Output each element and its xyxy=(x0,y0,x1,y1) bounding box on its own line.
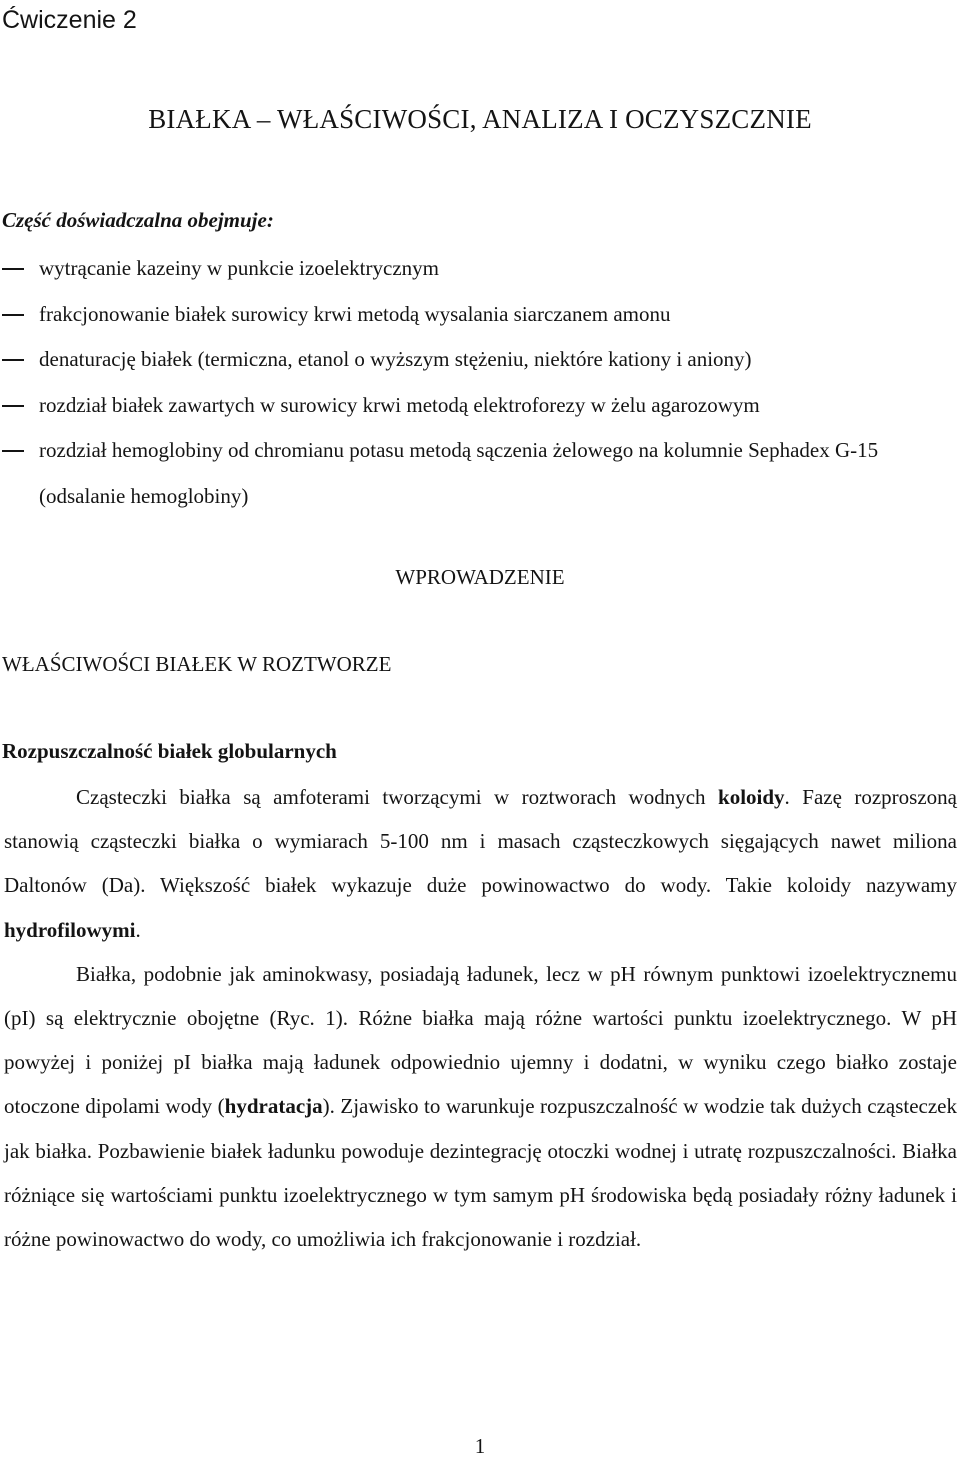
list-item xyxy=(0,246,957,292)
paragraph-1 xyxy=(4,775,957,952)
introduction-heading: WPROWADZENIE xyxy=(395,565,565,589)
dash-bullet-icon xyxy=(2,268,24,270)
dash-bullet-icon xyxy=(2,450,24,452)
paragraph-text: ). Zjawisko to warunkuje rozpuszczalność w wodzie tak dużych cząsteczek jak białka. Pozbawienie białek ładunku powoduje dezintegrację otoczki wodnej i utratę rozpuszczalności. Białka różniące się wartościami punktu izoelektrycznego w tym samym pH środowiska będą posiadały różny ładunek i różne powinowactwo do wody, co umożliwia ich frakcjonowanie i rozdział. xyxy=(4,1094,957,1252)
paragraph-text: Cząsteczki białka są amfoterami tworzącymi w roztworach wodnych xyxy=(76,785,719,809)
term-hydratacja: hydratacja xyxy=(224,1094,323,1119)
paragraph-text: Białka, podobnie jak aminokwasy, posiadają ładunek, lecz w pH równym punktowi izoelektrycznemu (pI) są elektrycznie obojętne (Ryc. 1). Różne białka mają różne wartości punktu izoelektrycznego. W pH powyżej i poniżej pI białka mają ładunek odpowiednio ujemny i dodatni, w wyniku czego białko zostaje otoczone dipolami wody ( xyxy=(4,961,957,1119)
paragraph-2 xyxy=(4,952,957,1261)
subsection-title: Rozpuszczalność białek globularnych xyxy=(2,739,337,763)
list-item xyxy=(0,337,957,383)
list-item-text: frakcjonowanie białek surowicy krwi metodą wysalania siarczanem amonu xyxy=(39,301,671,326)
paragraph-text: . xyxy=(135,917,141,942)
term-koloidy: koloidy xyxy=(718,785,785,809)
body-text xyxy=(4,775,957,1261)
list-item xyxy=(0,292,957,338)
paragraph-text: . Fazę rozproszoną stanowią cząsteczki białka o wymiarach 5-100 nm i masach cząsteczkowych sięgających nawet miliona Daltonów (Da). Większość białek wykazuje duże powinowactwo do wody. Takie koloidy nazywamy xyxy=(4,785,957,898)
exercise-label: Ćwiczenie 2 xyxy=(2,6,137,34)
main-title: BIAŁKA – WŁAŚCIWOŚCI, ANALIZA I OCZYSZCZNIE xyxy=(148,104,812,134)
list-item-text: denaturację białek (termiczna, etanol o wyższym stężeniu, niektóre kationy i aniony) xyxy=(39,347,752,371)
experimental-part-heading: Część doświadczalna obejmuje: xyxy=(2,208,274,232)
list-item-text: rozdział białek zawartych w surowicy krwi metodą elektroforezy w żelu agarozowym xyxy=(39,392,760,417)
list-item xyxy=(0,383,957,429)
term-hydrofilowymi: hydrofilowymi xyxy=(4,917,136,942)
dash-bullet-icon xyxy=(2,314,24,316)
page-number: 1 xyxy=(474,1434,486,1458)
list-item-text: rozdział hemoglobiny od chromianu potasu metodą sączenia żelowego na kolumnie Sephadex G-15 (odsalanie hemoglobiny) xyxy=(39,438,879,508)
dash-bullet-icon xyxy=(2,405,24,407)
dash-bullet-icon xyxy=(2,359,24,361)
list-item-text: wytrącanie kazeiny w punkcie izoelektrycznym xyxy=(39,256,439,280)
experiment-list xyxy=(0,246,960,519)
list-item xyxy=(0,428,957,519)
section-title: WŁAŚCIWOŚCI BIAŁEK W ROZTWORZE xyxy=(2,652,392,676)
